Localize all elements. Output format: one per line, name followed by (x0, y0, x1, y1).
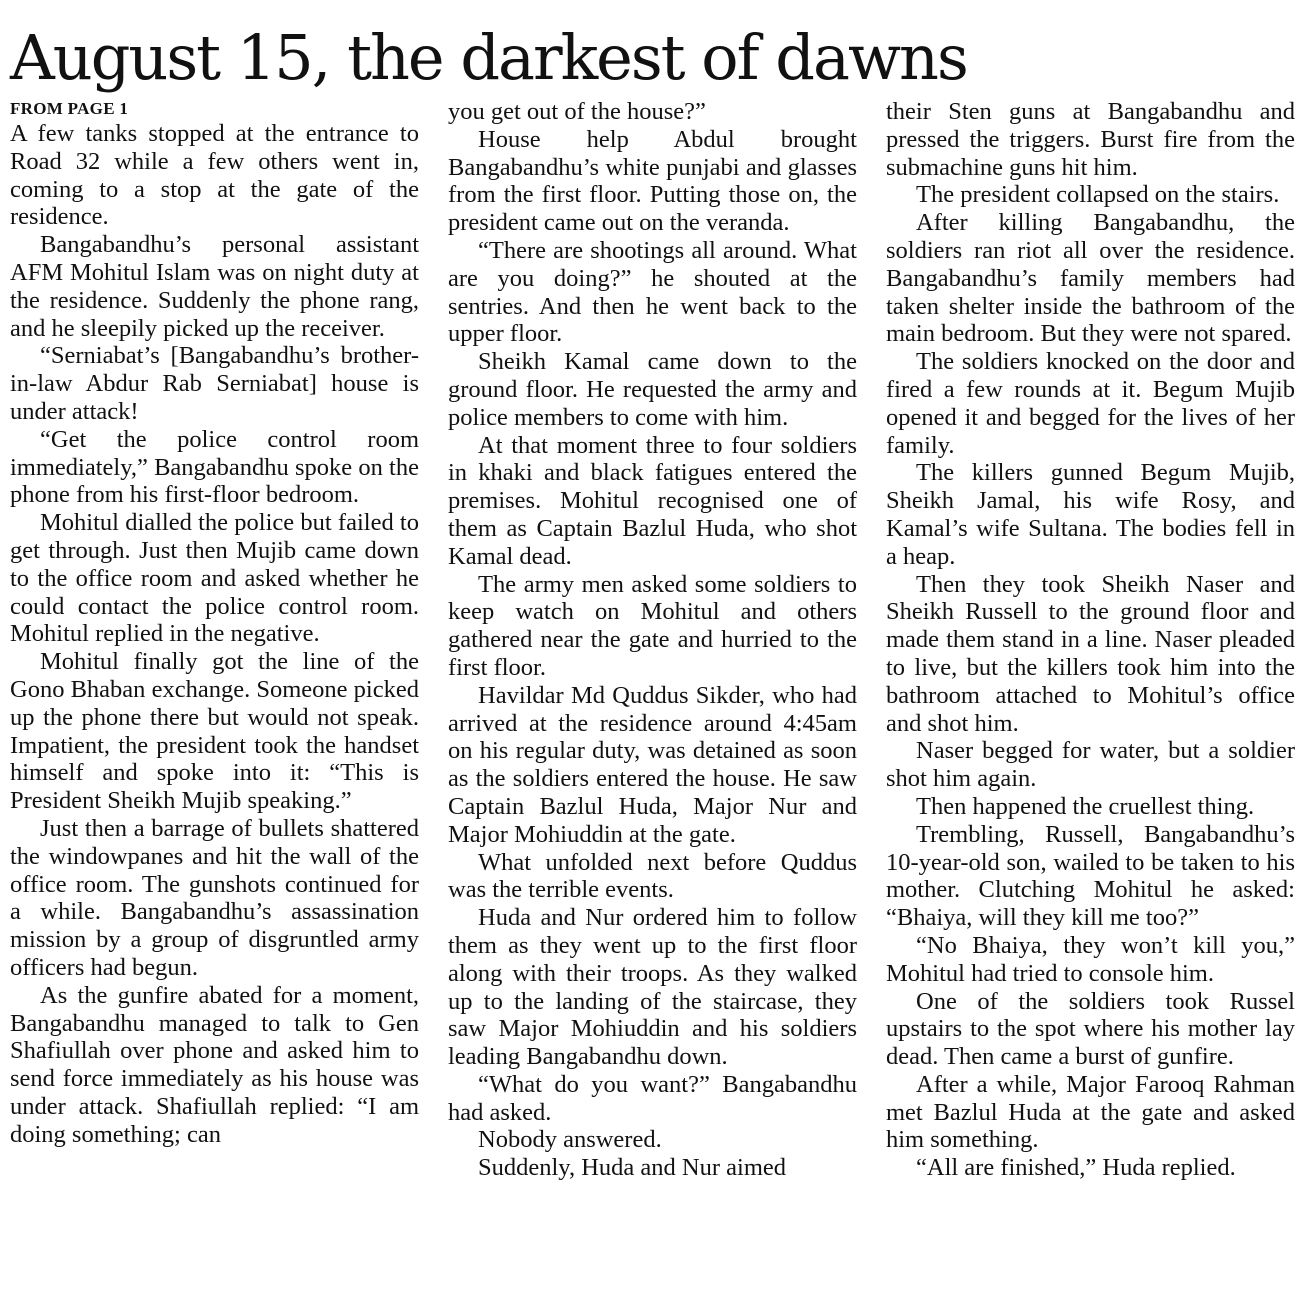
paragraph: One of the soldiers took Russel upstairs to the spot where his mother lay dead. Then came a burst of gunfire. (886, 987, 1295, 1071)
paragraph: Suddenly, Huda and Nur aimed (478, 1154, 786, 1182)
headline: August 15, the darkest of dawns (10, 21, 967, 94)
paragraph: “Get the police control room immediately,” Bangabandhu spoke on the phone from his first-floor bedroom. (10, 425, 419, 509)
paragraph: The soldiers knocked on the door and fired a few rounds at it. Begum Mujib opened it and begged for the lives of her family. (886, 348, 1295, 459)
paragraph: Nobody answered. (478, 1126, 662, 1154)
column-3 (886, 98, 1295, 1298)
paragraph: “No Bhaiya, they won’t kill you,” Mohitul had tried to console him. (886, 931, 1295, 987)
paragraph: you get out of the house?” (448, 98, 706, 125)
paragraph: Sheikh Kamal came down to the ground floor. He requested the army and police members to come with him. (448, 348, 857, 431)
paragraph: Mohitul dialled the police but failed to get through. Just then Mujib came down to the office room and asked whether he could contact the police control room. Mohitul replied in the negative. (10, 509, 419, 648)
paragraph: At that moment three to four soldiers in khaki and black fatigues entered the premises. Mohitul recognised one of them as Captain Bazlul Huda, who shot Kamal dead. (448, 431, 857, 570)
kicker: FROM PAGE 1 (10, 99, 129, 118)
paragraph: Naser begged for water, but a soldier shot him again. (886, 737, 1295, 793)
paragraph: House help Abdul brought Bangabandhu’s white punjabi and glasses from the first floor. Putting those on, the president came out on the veranda. (448, 125, 857, 237)
paragraph: What unfolded next before Quddus was the terrible events. (448, 848, 857, 904)
paragraph: Huda and Nur ordered him to follow them as they went up to the first floor along with their troops. As they walked up to the landing of the staircase, they saw Major Mohiuddin and his soldiers leading Bangabandhu down. (448, 904, 857, 1071)
paragraph: The army men asked some soldiers to keep watch on Mohitul and others gathered near the gate and hurried to the first floor. (448, 570, 857, 681)
paragraph: Trembling, Russell, Bangabandhu’s 10-year-old son, wailed to be taken to his mother. Clutching Mohitul he asked: “Bhaiya, will they kill me too?” (886, 820, 1295, 932)
column-2 (448, 98, 857, 1298)
article-body (10, 98, 1296, 1298)
paragraph: Bangabandhu’s personal assistant AFM Mohitul Islam was on night duty at the residence. Suddenly the phone rang, and he sleepily picked up the receiver. (10, 231, 419, 342)
paragraph: The president collapsed on the stairs. (916, 181, 1280, 209)
column-1 (10, 98, 419, 1298)
paragraph: A few tanks stopped at the entrance to Road 32 while a few others went in, coming to a stop at the gate of the residence. (10, 120, 419, 231)
paragraph: Mohitul finally got the line of the Gono Bhaban exchange. Someone picked up the phone there but would not speak. Impatient, the president took the handset himself and spoke into it: “This is President Sheikh Mujib speaking.” (10, 648, 419, 815)
paragraph: their Sten guns at Bangabandhu and pressed the triggers. Burst fire from the submachine guns hit him. (886, 98, 1295, 181)
paragraph: “There are shootings all around. What are you doing?” he shouted at the sentries. And then he went back to the upper floor. (448, 236, 857, 348)
paragraph: The killers gunned Begum Mujib, Sheikh Jamal, his wife Rosy, and Kamal’s wife Sultana. The bodies fell in a heap. (886, 459, 1295, 570)
paragraph: “What do you want?” Bangabandhu had asked. (448, 1070, 857, 1126)
paragraph: After killing Bangabandhu, the soldiers ran riot all over the residence. Bangabandhu’s family members had taken shelter inside the bathroom of the main bedroom. But they were not spared. (886, 209, 1295, 348)
paragraph: As the gunfire abated for a moment, Bangabandhu managed to talk to Gen Shafiullah over phone and asked him to send force immediately as his house was under attack. Shafiullah replied: “I am doing something; can (10, 981, 419, 1148)
paragraph: Then they took Sheikh Naser and Sheikh Russell to the ground floor and made them stand in a line. Naser pleaded to live, but the killers took him into the bathroom attached to Mohitul’s office and shot him. (886, 570, 1295, 737)
paragraph: After a while, Major Farooq Rahman met Bazlul Huda at the gate and asked him something. (886, 1070, 1295, 1154)
paragraph: “All are finished,” Huda replied. (916, 1154, 1236, 1182)
paragraph: “Serniabat’s [Bangabandhu’s brother-in-law Abdur Rab Serniabat] house is under attack! (10, 342, 419, 425)
paragraph: Havildar Md Quddus Sikder, who had arrived at the residence around 4:45am on his regular duty, was detained as soon as the soldiers entered the house. He saw Captain Bazlul Huda, Major Nur and Major Mohiuddin at the gate. (448, 681, 857, 848)
paragraph: Then happened the cruellest thing. (916, 792, 1255, 820)
paragraph: Just then a barrage of bullets shattered the windowpanes and hit the wall of the office room. The gunshots continued for a while. Bangabandhu’s assassination mission by a group of disgruntled army officers had begun. (10, 814, 419, 981)
